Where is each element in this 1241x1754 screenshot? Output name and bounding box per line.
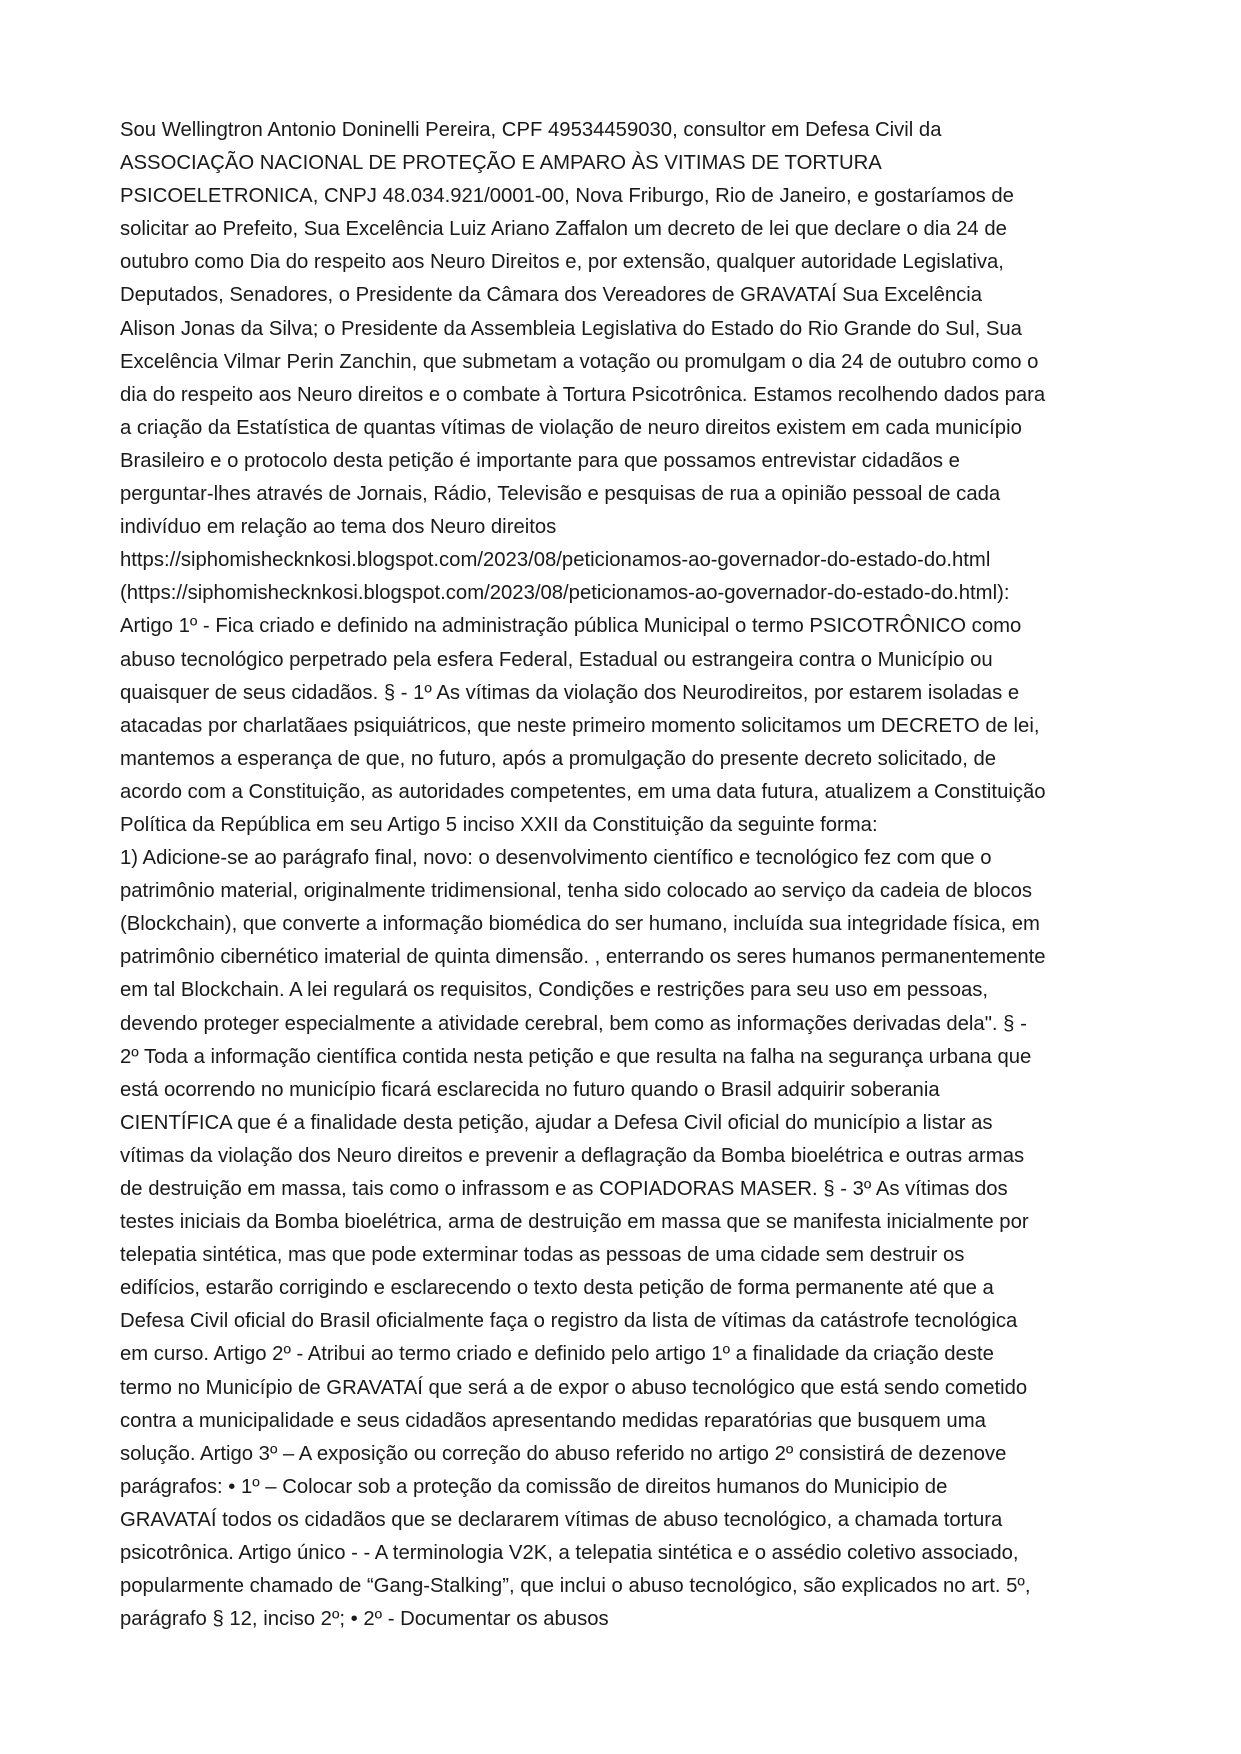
text-line: a criação da Estatística de quantas vítimas de violação de neuro direitos existem em cada município [120,416,1022,439]
text-line: psicotrônica. Artigo único - - A terminologia V2K, a telepatia sintética e o assédio coletivo associado, [120,1542,1019,1565]
text-line: termo no Município de GRAVATAÍ que será a de expor o abuso tecnológico que está sendo cometido [120,1376,1028,1399]
petition-body-text [120,114,1130,1636]
text-line: telepatia sintética, mas que pode exterminar todas as pessoas de uma cidade sem destruir os [120,1244,965,1267]
text-line: parágrafos: • 1º – Colocar sob a proteção da comissão de direitos humanos do Municipio de [120,1475,948,1498]
text-line: outubro como Dia do respeito aos Neuro Direitos e, por extensão, qualquer autoridade Legislativa, [120,251,1004,274]
text-line: em tal Blockchain. A lei regulará os requisitos, Condições e restrições para seu uso em pessoas, [120,979,989,1002]
text-line: contra a municipalidade e seus cidadãos apresentando medidas reparatórias que busquem uma [120,1409,986,1432]
text-line: abuso tecnológico perpetrado pela esfera Federal, Estadual ou estrangeira contra o Município ou [120,648,993,671]
text-line: atacadas por charlatãaes psiquiátricos, que neste primeiro momento solicitamos um DECRETO de lei, [120,714,1040,737]
text-line: perguntar-lhes através de Jornais, Rádio, Televisão e pesquisas de rua a opinião pessoal de cada [120,483,1001,506]
text-line: ASSOCIAÇÃO NACIONAL DE PROTEÇÃO E AMPARO ÀS VITIMAS DE TORTURA [120,152,882,175]
text-line: quaisquer de seus cidadãos. § - 1º As vítimas da violação dos Neurodireitos, por estarem isoladas e [120,681,1020,704]
text-line: CIENTÍFICA que é a finalidade desta petição, ajudar a Defesa Civil oficial do município a listar as [120,1111,993,1134]
text-line: Alison Jonas da Silva; o Presidente da Assembleia Legislativa do Estado do Rio Grande do Sul, Sua [120,317,1022,340]
text-line: de destruição em massa, tais como o infrassom e as COPIADORAS MASER. § - 3º As vítimas dos [120,1178,1008,1200]
text-line: testes iniciais da Bomba bioelétrica, arma de destruição em massa que se manifesta inicialmente por [120,1211,1029,1234]
text-line: parágrafo § 12, inciso 2º; • 2º - Documentar os abusos [120,1608,609,1631]
text-line: está ocorrendo no município ficará esclarecida no futuro quando o Brasil adquirir soberania [120,1078,940,1101]
text-line: (https://siphomishecknkosi.blogspot.com/2023/08/peticionamos-ao-governador-do-estado-do.html): [120,582,1010,605]
text-line: https://siphomishecknkosi.blogspot.com/2023/08/peticionamos-ao-governador-do-estado-do.html [120,549,991,572]
text-line: dia do respeito aos Neuro direitos e o combate à Tortura Psicotrônica. Estamos recolhendo dados para [120,383,1046,406]
text-line: devendo proteger especialmente a atividade cerebral, bem como as informações derivadas dela". § - [120,1012,1027,1035]
text-line: Defesa Civil oficial do Brasil oficialmente faça o registro da lista de vítimas da catástrofe tecnológica [120,1310,1018,1333]
text-line: Excelência Vilmar Perin Zanchin, que submetam a votação ou promulgam o dia 24 de outubro como o [120,350,1039,373]
text-line: vítimas da violação dos Neuro direitos e prevenir a deflagração da Bomba bioelétrica e outras armas [120,1144,1025,1167]
text-line: GRAVATAÍ todos os cidadãos que se declararem vítimas de abuso tecnológico, a chamada tortura [120,1508,1003,1531]
text-line: Sou Wellingtron Antonio Doninelli Pereira, CPF 49534459030, consultor em Defesa Civil da [120,119,942,141]
text-line: PSICOELETRONICA, CNPJ 48.034.921/0001-00, Nova Friburgo, Rio de Janeiro, e gostaríamos de [120,185,1014,208]
text-line: mantemos a esperança de que, no futuro, após a promulgação do presente decreto solicitado, de [120,747,997,770]
text-line: Política da República em seu Artigo 5 inciso XXII da Constituição da seguinte forma: [120,813,878,836]
text-line: Deputados, Senadores, o Presidente da Câmara dos Vereadores de GRAVATAÍ Sua Excelência [120,284,983,307]
text-line: Artigo 1º - Fica criado e definido na administração pública Municipal o termo PSICOTRÔNICO como [120,615,1022,638]
text-line: 2º Toda a informação científica contida nesta petição e que resulta na falha na segurança urbana que [120,1045,1032,1068]
text-line: Brasileiro e o protocolo desta petição é importante para que possamos entrevistar cidadãos e [120,449,960,472]
text-line: acordo com a Constituição, as autoridades competentes, em uma data futura, atualizem a Constituição [120,780,1046,803]
text-line: indivíduo em relação ao tema dos Neuro direitos [120,516,557,539]
text-line: em curso. Artigo 2º - Atribui ao termo criado e definido pelo artigo 1º a finalidade da criação deste [120,1343,994,1366]
text-line: popularmente chamado de “Gang-Stalking”, que inclui o abuso tecnológico, são explicados no art. 5º, [120,1575,1031,1598]
text-line: patrimônio material, originalmente tridimensional, tenha sido colocado ao serviço da cadeia de blocos [120,880,1033,903]
text-line: solicitar ao Prefeito, Sua Excelência Luiz Ariano Zaffalon um decreto de lei que declare o dia 24 de [120,218,1007,241]
text-line: edifícios, estarão corrigindo e esclarecendo o texto desta petição de forma permanente até que a [120,1277,994,1300]
text-line: solução. Artigo 3º – A exposição ou correção do abuso referido no artigo 2º consistirá de dezenove [120,1442,1007,1465]
text-line: patrimônio cibernético imaterial de quinta dimensão. , enterrando os seres humanos permanentemente [120,946,1046,969]
text-line: (Blockchain), que converte a informação biomédica do ser humano, incluída sua integridade física, em [120,913,1040,936]
text-line: 1) Adicione-se ao parágrafo final, novo: o desenvolvimento científico e tecnológico fez com que o [120,847,992,870]
